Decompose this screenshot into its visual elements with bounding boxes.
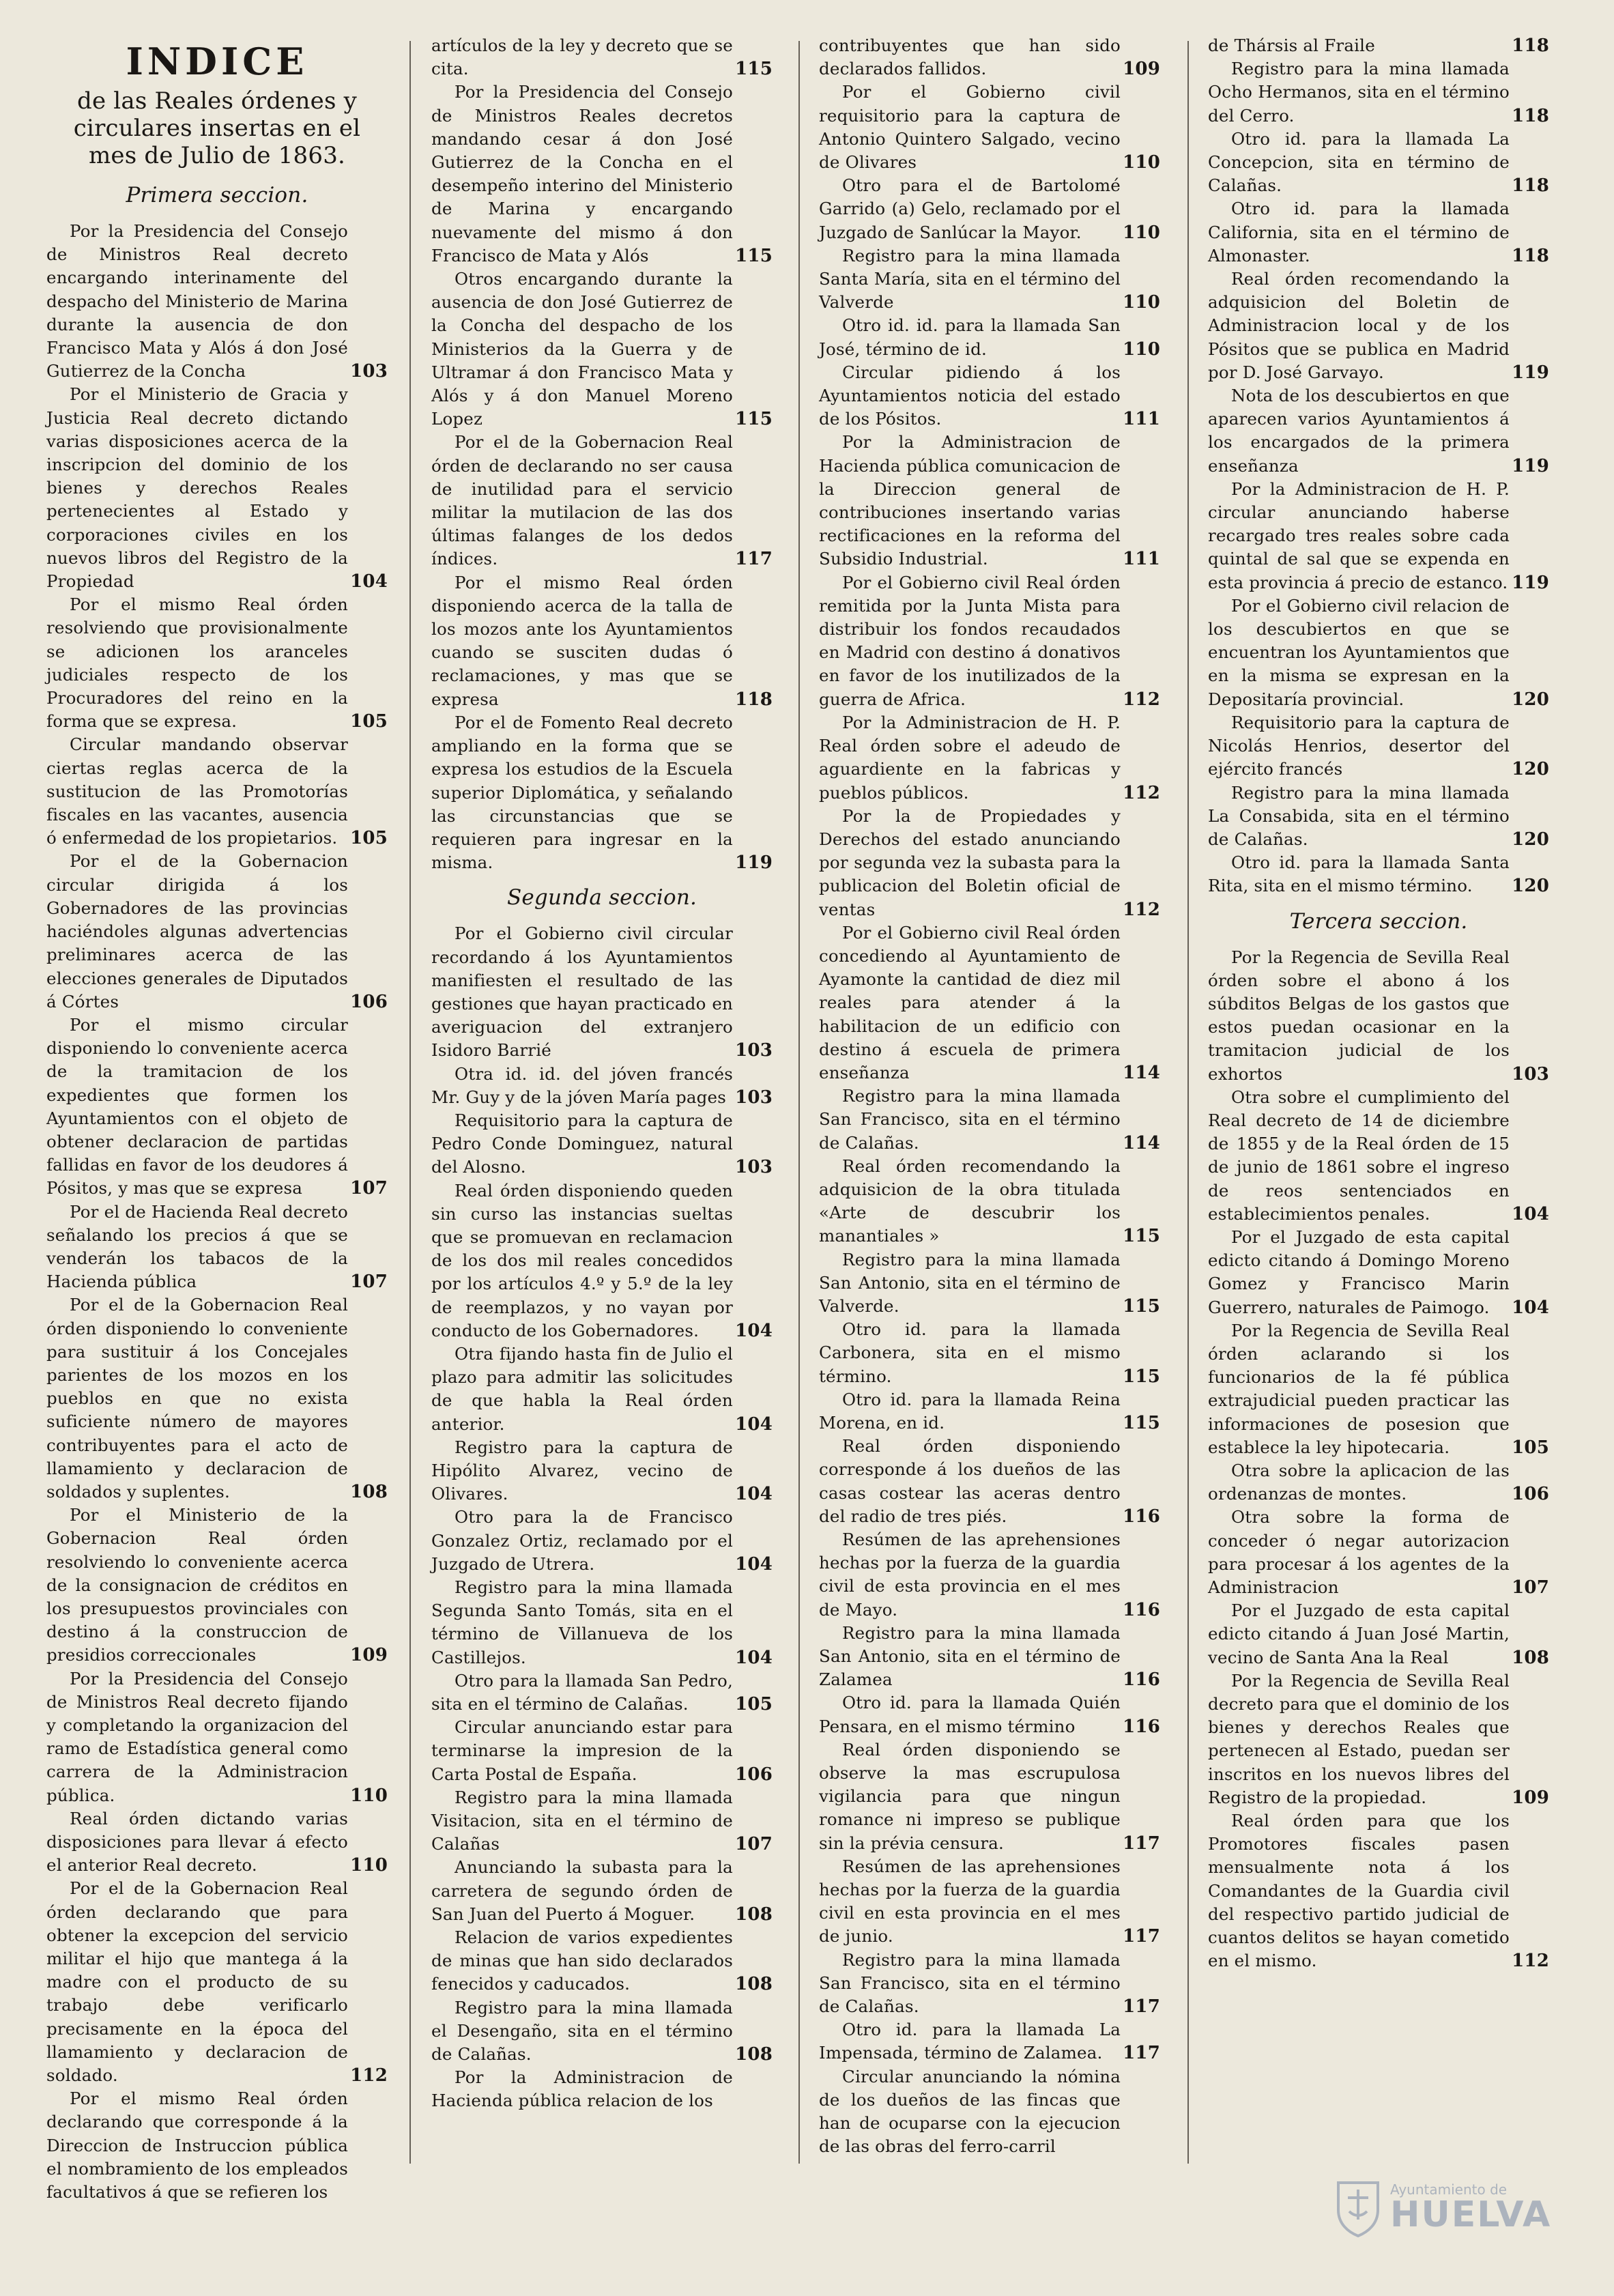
page-number: 120: [1512, 876, 1549, 897]
column-1: [46, 34, 388, 2204]
page-number: 112: [1123, 689, 1160, 710]
page-number: 112: [350, 2065, 388, 2086]
entry-text: Circular anunciando estar para terminarse la impresion de la Carta Postal de España.: [431, 1717, 733, 1784]
index-entry: [1208, 1506, 1549, 1599]
entry-text: Por la Administracion de H. P. circular anunciando haberse recargado tres reales sobre cada quintal de sal que se expenda en esta provincia á precio de estanco.: [1208, 478, 1510, 592]
entry-text: Por el de la Gobernacion Real órden disponiendo lo conveniente para sustituir á los Concejales parientes de los mozos en los pueblos en que no exista suficiente número de mayores contribuyentes para el acto de llamamiento y declaracion de soldados y suplentes.: [46, 1295, 348, 1502]
index-entry: [431, 1506, 773, 1576]
entry-text: Por el mismo Real órden declarando que corresponde á la Direccion de Instruccion pública el nombramiento de los empleados facultativos á que se refieren los: [46, 2089, 348, 2202]
index-entry: [819, 314, 1160, 360]
entry-text: Circular pidiendo á los Ayuntamientos noticia del estado de los Pósitos.: [819, 362, 1121, 429]
page-number: 103: [350, 361, 388, 382]
entry-text: Real órden disponiendo se observe la mas escrupulosa vigilancia para que ningun romance ni impreso se publique sin la prévia censura.: [819, 1739, 1121, 1853]
page-number: 115: [1123, 1412, 1160, 1433]
entry-text: Por el Juzgado de esta capital edicto citando á Domingo Moreno Gomez y Francisco Marin Guerrero, naturales de Paimogo.: [1208, 1226, 1510, 1317]
entry-text: Registro para la mina llamada Ocho Hermanos, sita en el término del Cerro.: [1208, 59, 1510, 126]
entry-text: Otro id. para la llamada Carbonera, sita en el mismo término.: [819, 1319, 1121, 1386]
index-entry: [46, 733, 388, 850]
index-entry: [819, 921, 1160, 1085]
page-number: 116: [1123, 1669, 1160, 1691]
page-number: 116: [1123, 1599, 1160, 1620]
entry-text: Otro id. id. para la llamada San José, término de id.: [819, 315, 1121, 359]
entry-text: Otro id. para la llamada Quién Pensara, en el mismo término: [819, 1693, 1121, 1736]
page-number: 115: [1123, 1295, 1160, 1317]
index-entry: [819, 1738, 1160, 1855]
entry-text: Otro id. para la llamada California, sita en el término de Almonaster.: [1208, 199, 1510, 266]
entry-text: Otra sobre el cumplimiento del Real decreto de 14 de diciembre de 1855 y de la Real órden de 15 de junio de 1861 sobre el ingreso de reos sentenciados en establecimientos penales.: [1208, 1087, 1510, 1224]
page-number: 109: [350, 1645, 388, 1666]
entry-text: Registro para la mina llamada el Desengaño, sita en el término de Calañas.: [431, 1997, 733, 2065]
entry-list: [46, 220, 388, 2204]
entry-text: Por la Presidencia del Consejo de Ministros Reales decretos mandando cesar á don José Gutierrez de la Concha en el desempeño interino del Ministerio de Marina y encargando nuevamente del mismo á don Francisco de Mata y Alós: [431, 82, 733, 266]
page-number: 109: [1512, 1787, 1549, 1808]
entry-text: Registro para la captura de Hipólito Alvarez, vecino de Olivares.: [431, 1437, 733, 1504]
column-rule: [798, 41, 800, 2164]
index-entry: [1208, 1226, 1549, 1319]
entry-text: Por el Ministerio de la Gobernacion Real órden resolviendo lo conveniente acerca de la consignacion de créditos en los presupuestos provinciales con destino á la construccion de presidios correccionales: [46, 1505, 348, 1665]
page-number: 106: [735, 1764, 773, 1785]
index-entry: [819, 174, 1160, 244]
entry-text: Por el Gobierno civil Real órden remitida por la Junta Mista para distribuir los fondos recaudados en Madrid con destino á donativos en favor de los inutilizados de la guerra de Africa.: [819, 572, 1121, 709]
index-entry: [819, 1085, 1160, 1155]
entry-text: Otra sobre la forma de conceder ó negar autorizacion para procesar á los agentes de la Administracion: [1208, 1507, 1510, 1597]
entry-text: Resúmen de las aprehensiones hechas por la fuerza de la guardia civil en esta provincia en el mes de junio.: [819, 1856, 1121, 1947]
page-number: 110: [1123, 152, 1160, 173]
entry-text: Otro para la de Francisco Gonzalez Ortiz, reclamado por el Juzgado de Utrera.: [431, 1507, 733, 1574]
page-number: 118: [735, 689, 773, 710]
index-entry: [819, 1248, 1160, 1319]
entry-text: Por la Administracion de Hacienda pública relacion de los: [431, 2067, 733, 2111]
page-number: 108: [735, 2044, 773, 2065]
entry-text: Requisitorio para la captura de Nicolás Henrios, desertor del ejército francés: [1208, 712, 1510, 779]
coat-of-arms-icon: [1334, 2177, 1382, 2237]
page-number: 111: [1123, 549, 1160, 570]
entry-text: Por el de la Gobernacion Real órden declarando que para obtener la excepcion del servicio militar el hijo que mantega á la madre con el producto de su trabajo debe verificarlo precisamente en la época del llamamiento y declaracion de soldado.: [46, 1878, 348, 2086]
column-4: [1208, 34, 1549, 1972]
index-entry: [46, 1201, 388, 1294]
page-number: 110: [1123, 222, 1160, 243]
page-number: 112: [1123, 899, 1160, 920]
column-rule: [1187, 41, 1189, 2164]
index-entry: [819, 571, 1160, 711]
page-number: 120: [1512, 689, 1549, 710]
page-number: 114: [1123, 1062, 1160, 1083]
entry-text: Por el mismo Real órden resolviendo que provisionalmente se adicionen los aranceles judiciales respecto de los Procuradores del reino en la forma que se expresa.: [46, 594, 348, 732]
index-entry: [46, 1504, 388, 1667]
entry-text: Otro id. para la llamada Reina Morena, en id.: [819, 1389, 1121, 1433]
page-number: 120: [1512, 829, 1549, 850]
entry-text: Registro para la mina llamada San Antonio, sita en el término de Zalamea: [819, 1622, 1121, 1690]
page-number: 103: [735, 1157, 773, 1178]
page-number: 104: [735, 1320, 773, 1341]
entry-text: Resúmen de las aprehensiones hechas por la fuerza de la guardia civil de esta provincia en el mes de Mayo.: [819, 1530, 1121, 1620]
watermark-top: Ayuntamiento de: [1390, 2181, 1508, 2198]
page-number: 115: [735, 59, 773, 80]
entry-text: Por la Administracion de Hacienda pública comunicacion de la Direccion general de contribuciones insertando varias rectificaciones en la reforma del Subsidio Industrial.: [819, 432, 1121, 569]
index-entry: [819, 1528, 1160, 1622]
entry-list: [819, 34, 1160, 2158]
index-entry: [1208, 946, 1549, 1086]
page-number: 110: [1123, 292, 1160, 313]
entry-text: Registro para la mina llamada San Francisco, sita en el término de Calañas.: [819, 1086, 1121, 1153]
index-entry: [1208, 1086, 1549, 1226]
index-entry: [46, 1667, 388, 1807]
index-entry: [431, 1669, 773, 1716]
entry-text: Por la Regencia de Sevilla Real decreto para que el dominio de los bienes y derechos Reales que pertenecen al Estado, puedan ser inscritos en los nuevos libres del Registro de la propiedad.: [1208, 1670, 1510, 1807]
index-entry: [1208, 34, 1549, 57]
section-title-tercera: Tercera seccion.: [1289, 908, 1468, 934]
index-entry: [819, 711, 1160, 805]
entry-text: Por el Juzgado de esta capital edicto citando á Juan José Martin, vecino de Santa Ana la Real: [1208, 1601, 1510, 1667]
page-number: 104: [735, 1647, 773, 1668]
page-number: 120: [1512, 759, 1549, 780]
index-entry: [431, 711, 773, 874]
page-number: 112: [1512, 1951, 1549, 1972]
page-number: 111: [1123, 409, 1160, 430]
entry-text: Registro para la mina llamada Visitacion, sita en el término de Calañas: [431, 1787, 733, 1854]
index-entry: [819, 361, 1160, 431]
entry-text: Por el Gobierno civil relacion de los descubiertos en que se encuentran los Ayuntamientos que en la misma se expresan en la Depositaría provincial.: [1208, 595, 1510, 709]
page-number: 104: [1512, 1297, 1549, 1318]
page-number: 115: [735, 409, 773, 430]
page-number: 105: [735, 1694, 773, 1715]
index-entry: [431, 1063, 773, 1109]
index-entry: [431, 1716, 773, 1786]
entry-text: Otro id. para la llamada La Concepcion, sita en término de Calañas.: [1208, 128, 1510, 196]
index-entry: [1208, 128, 1549, 198]
page-number: 107: [1512, 1577, 1549, 1598]
page-number: 115: [735, 245, 773, 266]
page-number: 112: [1123, 782, 1160, 803]
index-entry: [46, 1014, 388, 1201]
page-number: 104: [350, 571, 388, 592]
page-number: 104: [735, 1484, 773, 1505]
page-number: 115: [1123, 1226, 1160, 1247]
index-entry: [1208, 1809, 1549, 1972]
page-number: 106: [350, 991, 388, 1012]
page-number: 103: [1512, 1063, 1549, 1085]
index-entry: [1208, 1459, 1549, 1506]
page-number: 118: [1512, 35, 1549, 56]
page-number: 119: [1512, 572, 1549, 593]
entry-text: Por la Administracion de H. P. Real órden sobre el adeudo de aguardiente en la fabricas y pueblos públicos.: [819, 712, 1121, 803]
index-entry: [46, 1877, 388, 2087]
column-2: [431, 34, 773, 2113]
document-title: INDICE: [126, 40, 308, 83]
index-entry: [1208, 781, 1549, 852]
entry-text: Por la Regencia de Sevilla Real órden aclarando si los funcionarios de la fé pública extrajudicial pueden practicar las informaciones de posesion que establece la ley hipotecaria.: [1208, 1320, 1510, 1457]
page-number: 119: [1512, 362, 1549, 383]
index-entry: [46, 220, 388, 383]
page-number: 119: [735, 852, 773, 874]
index-entry: [431, 1576, 773, 1669]
column-3: [819, 34, 1160, 2158]
index-entry: [819, 34, 1160, 81]
index-entry: [819, 1435, 1160, 1528]
index-entry: [819, 1155, 1160, 1248]
page-number: 108: [350, 1481, 388, 1502]
page-number: 104: [1512, 1203, 1549, 1224]
entry-list: [1208, 34, 1549, 898]
page-number: 108: [735, 1904, 773, 1925]
index-entry: [1208, 1669, 1549, 1809]
page-number: 107: [350, 1272, 388, 1293]
index-entry: [1208, 1599, 1549, 1669]
entry-text: Otro id. para la llamada La Impensada, término de Zalamea.: [819, 2020, 1121, 2063]
index-entry: [819, 2018, 1160, 2065]
page-number: 114: [1123, 1132, 1160, 1153]
entry-text: Real órden para que los Promotores fiscales pasen mensualmente nota á los Comandantes de la Guardia civil del respectivo partido judicial de cuantos delitos se hayan cometido en el mismo.: [1208, 1811, 1510, 1971]
index-entry: [819, 2065, 1160, 2159]
section-title-primera: Primera seccion.: [126, 183, 308, 207]
page-number: 105: [1512, 1437, 1549, 1458]
entry-text: Por el de Fomento Real decreto ampliando en la forma que se expresa los estudios de la Escuela superior Diplomática, y señalando las circunstancias que se requieren para ingresar en la misma.: [431, 712, 733, 873]
page-number: 108: [735, 1974, 773, 1995]
page-number: 107: [735, 1834, 773, 1855]
index-entry: [1208, 711, 1549, 781]
entry-text: Otro para el de Bartolomé Garrido (a) Gelo, reclamado por el Juzgado de Sanlúcar la Mayor.: [819, 175, 1121, 242]
entry-text: Real órden disponiendo queden sin curso las instancias sueltas que se promuevan en reclamacion de los dos mil reales concedidos por los artículos 4.º y 5.º de la ley de reemplazos, y no vayan por conducto de los Gobernadores.: [431, 1180, 733, 1340]
entry-list: [431, 34, 773, 874]
index-entry: [819, 1388, 1160, 1435]
page-number: 117: [735, 549, 773, 570]
index-entry: [46, 850, 388, 1013]
index-entry: [819, 1949, 1160, 2019]
index-entry: [431, 81, 773, 268]
page-number: 117: [1123, 1996, 1160, 2018]
page-number: 105: [350, 711, 388, 732]
entry-text: Por el Gobierno civil Real órden concediendo al Ayuntamiento de Ayamonte la cantidad de diez mil reales para atender á la habilitacion de un edificio con destino á escuela de primera enseñanza: [819, 922, 1121, 1082]
entry-text: Nota de los descubiertos en que aparecen varios Ayuntamientos á los encargados de la primera enseñanza: [1208, 386, 1510, 476]
entry-text: Otro para la llamada San Pedro, sita en el término de Calañas.: [431, 1670, 733, 1714]
entry-text: Por el de la Gobernacion Real órden de declarando no ser causa de inutilidad para el servicio militar la mutilacion de las dos últimas falanges de los dedos índices.: [431, 432, 733, 569]
index-entry: [431, 268, 773, 431]
index-entry: [1208, 851, 1549, 898]
index-entry: [431, 1109, 773, 1179]
index-entry: [46, 1293, 388, 1504]
entry-text: Registro para la mina llamada La Consabida, sita en el término de Calañas.: [1208, 782, 1510, 849]
index-entry: [819, 1855, 1160, 1949]
index-entry: [431, 571, 773, 711]
entry-text: Registro para la mina llamada Segunda Santo Tomás, sita en el término de Villanueva de los Castillejos.: [431, 1577, 733, 1667]
entry-text: Real órden recomendando la adquisicion del Boletin de Administracion local y de los Pósitos que se publica en Madrid por D. José Garvayo.: [1208, 269, 1510, 382]
page-number: 104: [735, 1553, 773, 1575]
page-number: 103: [735, 1040, 773, 1061]
index-entry: [819, 805, 1160, 921]
page-number: 116: [1123, 1716, 1160, 1737]
watermark-text: [1390, 2182, 1551, 2233]
page-number: 115: [1123, 1366, 1160, 1387]
entry-text: Otro id. para la llamada Santa Rita, sita en el mismo término.: [1208, 852, 1510, 896]
page-number: 110: [1123, 339, 1160, 360]
index-entry: [1208, 594, 1549, 711]
entry-text: Real órden disponiendo corresponde á los dueños de las casas costear las aceras dentro del radio de tres piés.: [819, 1436, 1121, 1526]
index-entry: [1208, 197, 1549, 268]
entry-text: Registro para la mina llamada San Francisco, sita en el término de Calañas.: [819, 1949, 1121, 2017]
page-number: 110: [350, 1855, 388, 1876]
index-entry: [1208, 57, 1549, 128]
page-number: 106: [1512, 1484, 1549, 1505]
index-entry: [819, 1622, 1160, 1692]
page-number: 105: [350, 828, 388, 849]
page-number: 107: [350, 1178, 388, 1199]
page-number: 116: [1123, 1506, 1160, 1527]
index-entry: [431, 1786, 773, 1856]
index-entry: [431, 34, 773, 81]
document-subtitle: de las Reales órdenes y circulares insertas en el mes de Julio de 1863.: [73, 87, 361, 169]
entry-text: Por el de la Gobernacion circular dirigida á los Gobernadores de las provincias haciéndoles algunas advertencias preliminares acerca de las elecciones generales de Diputados á Córtes: [46, 851, 348, 1011]
watermark-bottom: HUELVA: [1390, 2194, 1552, 2235]
entry-text: Circular anunciando la nómina de los dueños de las fincas que han de ocuparse con la ejecucion de las obras del ferro-carril: [819, 2066, 1121, 2157]
page-number: 108: [1512, 1647, 1549, 1668]
index-entry: [819, 244, 1160, 315]
index-entry: [431, 1926, 773, 1996]
entry-text: Por la Presidencia del Consejo de Ministros Real decreto fijando y completando la organizacion del ramo de Estadística general como carrera de la Administracion pública.: [46, 1668, 348, 1805]
entry-text: de Thársis al Fraile: [1208, 35, 1375, 55]
entry-text: Por el mismo Real órden disponiendo acerca de la talla de los mozos ante los Ayuntamientos cuando se susciten dudas ó reclamaciones, y mas que se expresa: [431, 572, 733, 709]
index-entry: [819, 1691, 1160, 1738]
entry-text: Real órden dictando varias disposiciones para llevar á efecto el anterior Real decreto.: [46, 1808, 348, 1876]
index-entry: [46, 383, 388, 593]
huelva-watermark: [1334, 2177, 1551, 2237]
entry-text: artículos de la ley y decreto que se cita.: [431, 35, 733, 79]
index-entry: [819, 431, 1160, 571]
index-entry: [1208, 268, 1549, 384]
entry-text: Por el Gobierno civil circular recordando á los Ayuntamientos manifiesten el resultado de las gestiones que hayan practicado en averiguacion del extranjero Isidoro Barrié: [431, 923, 733, 1061]
index-entry: [1208, 1319, 1549, 1459]
page-number: 117: [1123, 2043, 1160, 2064]
page-number: 118: [1512, 175, 1549, 197]
entry-text: Por la Regencia de Sevilla Real órden sobre el abono á los súbditos Belgas de los gastos que estos puedan ocasionar en la tramitacion judicial de los exhortos: [1208, 947, 1510, 1084]
page-number: 117: [1123, 1833, 1160, 1854]
page-number: 119: [1512, 455, 1549, 476]
page-number: 109: [1123, 59, 1160, 80]
entry-list: [431, 922, 773, 2112]
index-entry: [431, 1343, 773, 1436]
entry-text: contribuyentes que han sido declarados fallidos.: [819, 35, 1121, 79]
page-number: 103: [735, 1087, 773, 1108]
entry-text: Real órden recomendando la adquisicion de la obra titulada «Arte de descubrir los manantiales »: [819, 1156, 1121, 1246]
entry-text: Circular mandando observar ciertas reglas acerca de la sustitucion de las Promotorías fiscales en las vacantes, ausencia ó enfermedad de los propietarios.: [46, 734, 348, 848]
index-entry: [1208, 384, 1549, 478]
index-entry: [431, 431, 773, 571]
entry-text: Registro para la mina llamada Santa María, sita en el término del Valverde: [819, 245, 1121, 313]
index-entry: [431, 1856, 773, 1926]
index-entry: [431, 1436, 773, 1506]
entry-text: Relacion de varios expedientes de minas que han sido declarados fenecidos y caducados.: [431, 1927, 733, 1994]
entry-text: Otra sobre la aplicacion de las ordenanzas de montes.: [1208, 1460, 1510, 1504]
entry-text: Por la Presidencia del Consejo de Ministros Real decreto encargando interinamente del despacho del Ministerio de Marina durante la ausencia de don Francisco Mata y Alós á don José Gutierrez de la Concha: [46, 221, 348, 382]
entry-text: Por el Ministerio de Gracia y Justicia Real decreto dictando varias disposiciones acerca de la inscripcion del dominio de los bienes y derechos Reales pertenecientes al Estado y corporaciones civiles en los nuevos libros del Registro de la Propiedad: [46, 384, 348, 592]
page-number: 117: [1123, 1926, 1160, 1947]
index-entry: [431, 1996, 773, 2067]
entry-text: Por el mismo circular disponiendo lo conveniente acerca de la tramitacion de los expedientes que formen los Ayuntamientos con el objeto de obtener declaracion de partidas fallidas en favor de los deudores á Pósitos, y mas que se expresa: [46, 1014, 348, 1199]
entry-text: Otros encargando durante la ausencia de don José Gutierrez de la Concha del despacho de los Ministerios da la Guerra y de Ultramar á don Francisco Mata y Alós y á don Manuel Moreno Lopez: [431, 269, 733, 429]
section-title-segunda: Segunda seccion.: [506, 885, 697, 910]
column-rule: [409, 41, 411, 2164]
page-number: 118: [1512, 245, 1549, 266]
index-entry: [1208, 478, 1549, 594]
entry-text: Otra id. id. del jóven francés Mr. Guy y de la jóven María pages: [431, 1063, 733, 1107]
page-number: 110: [350, 1785, 388, 1806]
entry-text: Anunciando la subasta para la carretera de segundo órden de San Juan del Puerto á Moguer.: [431, 1857, 733, 1924]
index-entry: [46, 2087, 388, 2204]
entry-text: Requisitorio para la captura de Pedro Conde Dominguez, natural del Alosno.: [431, 1110, 733, 1177]
index-entry: [431, 922, 773, 1062]
page-number: 104: [735, 1414, 773, 1435]
index-entry: [819, 81, 1160, 174]
entry-text: Registro para la mina llamada San Antonio, sita en el término de Valverde.: [819, 1249, 1121, 1316]
entry-text: Por el Gobierno civil requisitorio para la captura de Antonio Quintero Salgado, vecino de Olivares: [819, 82, 1121, 173]
entry-list: [1208, 946, 1549, 1973]
index-entry: [46, 593, 388, 733]
index-entry: [46, 1807, 388, 1878]
index-entry: [431, 1179, 773, 1343]
index-entry: [431, 2066, 773, 2112]
index-entry: [819, 1318, 1160, 1388]
entry-text: Otra fijando hasta fin de Julio el plazo para admitir las solicitudes de que habla la Real órden anterior.: [431, 1343, 733, 1434]
page-number: 118: [1512, 105, 1549, 126]
entry-text: Por el de Hacienda Real decreto señalando los precios á que se venderán los tabacos de la Hacienda pública: [46, 1201, 348, 1292]
entry-text: Por la de Propiedades y Derechos del estado anunciando por segunda vez la subasta para la publicacion del Boletin oficial de ventas: [819, 805, 1121, 919]
